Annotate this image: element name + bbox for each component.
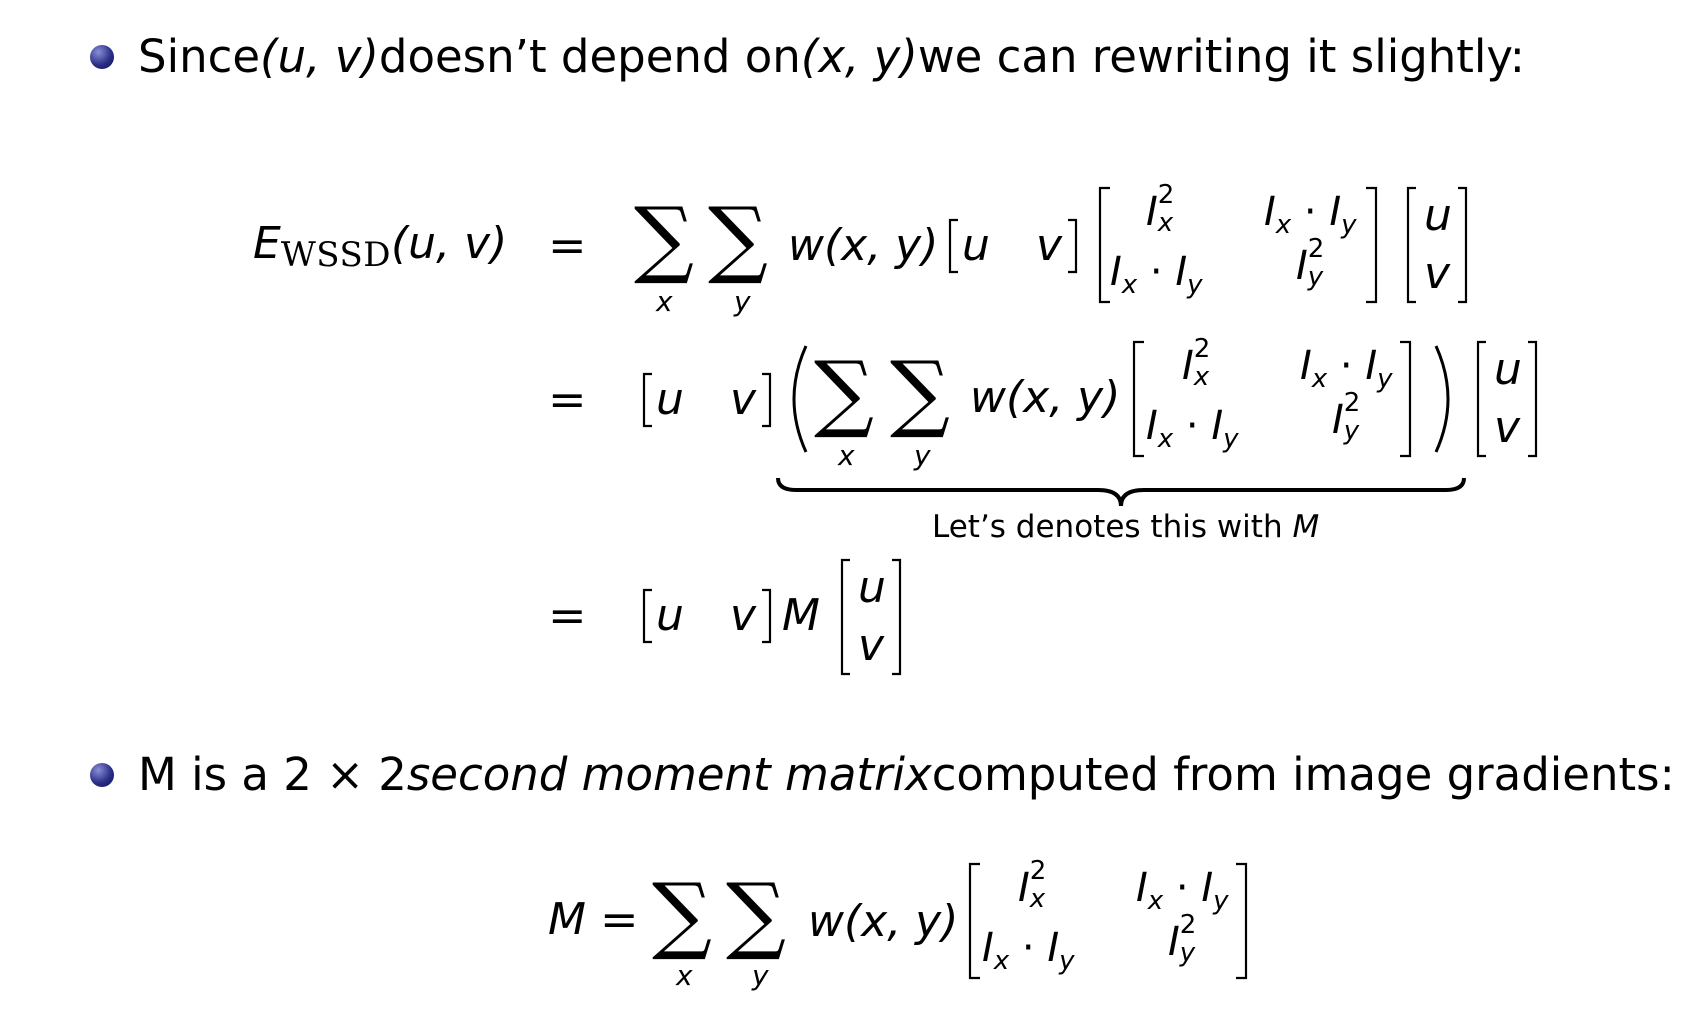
weight-fn-1: w(x, y) bbox=[788, 220, 939, 271]
sum-x-index-4: x bbox=[676, 959, 693, 992]
col-u-1: u bbox=[1424, 190, 1452, 241]
sum-y-index-2: y bbox=[914, 439, 931, 472]
row-v-3: v bbox=[730, 590, 757, 641]
left-paren bbox=[780, 344, 810, 454]
sum-x-index-2: x bbox=[838, 439, 855, 472]
eq1-lhs bbox=[253, 218, 508, 275]
m22-4: I 2 y bbox=[1168, 910, 1197, 968]
col-u-3: u bbox=[858, 562, 886, 613]
sum-x-1: ∑ bbox=[634, 189, 694, 287]
energy-symbol: E bbox=[253, 218, 281, 269]
lhs-args: (u, v) bbox=[391, 218, 508, 269]
matrix-symbol-3: M bbox=[782, 590, 820, 641]
sum-y-index-1: y bbox=[734, 285, 751, 318]
eq4-equals: = bbox=[600, 892, 639, 946]
m12-1: $I_x \cdot I_y$ bbox=[1264, 189, 1357, 240]
bullet-1-text-b: doesn’t depend on bbox=[378, 30, 801, 83]
row-u-2: u bbox=[656, 374, 684, 425]
underbrace-label-symbol: M bbox=[1292, 509, 1320, 545]
col-u-2: u bbox=[1494, 344, 1522, 395]
bullet-1 bbox=[90, 30, 1525, 83]
sum-x-2: ∑ bbox=[814, 343, 874, 441]
col-v-2: v bbox=[1494, 402, 1521, 453]
m22-2: I 2 y bbox=[1332, 388, 1361, 446]
m12-4: $I_x \cdot I_y$ bbox=[1136, 865, 1229, 916]
sum-x-4: ∑ bbox=[652, 865, 712, 963]
weight-fn-2: w(x, y) bbox=[970, 372, 1121, 423]
underbrace-label bbox=[932, 509, 1320, 545]
bullet-1-text-a: Since bbox=[138, 30, 261, 83]
eq3-equals: = bbox=[548, 588, 587, 642]
eq2-equals: = bbox=[548, 372, 587, 426]
m21-2: $I_x \cdot I_y$ bbox=[1146, 403, 1239, 454]
col-v-1: v bbox=[1424, 248, 1451, 299]
bullet-dot bbox=[90, 763, 114, 787]
sum-y-4: ∑ bbox=[726, 865, 786, 963]
right-paren bbox=[1432, 344, 1462, 454]
underbrace-label-text: Let’s denotes this with bbox=[932, 509, 1293, 545]
uv-expression: (u, v) bbox=[260, 30, 379, 83]
m22-1: I 2 y bbox=[1296, 234, 1325, 292]
m11-2: I 2 x bbox=[1182, 334, 1211, 392]
row-u-3: u bbox=[656, 590, 684, 641]
row-u-1: u bbox=[962, 220, 990, 271]
bullet-2-text-b: computed from image gradients: bbox=[931, 748, 1675, 801]
xy-expression: (x, y) bbox=[800, 30, 918, 83]
bullet-2-text-a: M is a 2 × 2 bbox=[138, 748, 407, 801]
bullet-dot bbox=[90, 45, 114, 69]
eq4-lhs: M bbox=[548, 894, 586, 945]
bullet-2 bbox=[90, 748, 1675, 801]
energy-subscript: WSSD bbox=[280, 235, 392, 275]
row-v-2: v bbox=[730, 374, 757, 425]
col-v-3: v bbox=[858, 620, 885, 671]
underbrace bbox=[776, 476, 1466, 512]
m12-2: $I_x \cdot I_y$ bbox=[1300, 343, 1393, 394]
sum-y-1: ∑ bbox=[708, 189, 768, 287]
eq1-equals: = bbox=[548, 218, 587, 272]
m11-1: I 2 x bbox=[1146, 180, 1175, 238]
sum-y-2: ∑ bbox=[890, 343, 950, 441]
weight-fn-4: w(x, y) bbox=[808, 896, 959, 947]
sum-x-index-1: x bbox=[656, 285, 673, 318]
bullet-2-emphasis: second moment matrix bbox=[406, 748, 932, 801]
sum-y-index-4: y bbox=[752, 959, 769, 992]
row-v-1: v bbox=[1036, 220, 1063, 271]
m11-4: I 2 x bbox=[1018, 856, 1047, 914]
bullet-1-text-c: we can rewriting it slightly: bbox=[917, 30, 1525, 83]
m21-4: $I_x \cdot I_y$ bbox=[982, 925, 1075, 976]
m21-1: $I_x \cdot I_y$ bbox=[1110, 249, 1203, 300]
